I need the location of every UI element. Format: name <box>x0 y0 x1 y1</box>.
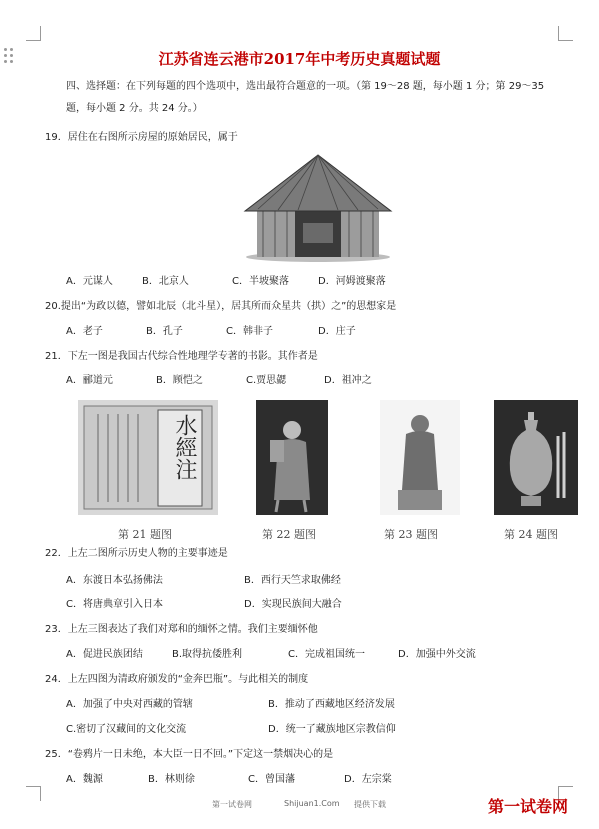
figure-22-figure-image <box>256 400 328 515</box>
q22-option-d: D．实现民族间大融合 <box>244 599 342 610</box>
question-21-stem: 21．下左一图是我国古代综合性地理学专著的书影。其作者是 <box>45 351 318 362</box>
section-intro-line-1: 四、选择题：在下列每题的四个选项中，选出最符合题意的一项。（第 19～28 题，每小题 1 分；第 29～35 <box>66 81 545 92</box>
figure-21-caption: 第 21 题图 <box>118 528 172 541</box>
footer-site-url: Shijuan1.Com <box>284 799 340 808</box>
q19-option-a: A．元谋人 <box>66 276 113 287</box>
q25-option-d: D．左宗棠 <box>344 774 392 785</box>
vase-drawing <box>494 400 578 515</box>
q24-option-a: A．加强了中央对西藏的管辖 <box>66 699 193 710</box>
section-intro-line-2: 题，每小题 2 分。共 24 分。） <box>66 103 203 114</box>
crop-mark-top-left <box>26 26 41 41</box>
q24-option-d: D．统一了藏族地区宗教信仰 <box>268 724 396 735</box>
question-23-stem: 23．上左三图表达了我们对郑和的缅怀之情。我们主要缅怀他 <box>45 624 318 635</box>
figure-23-caption: 第 23 题图 <box>384 528 438 541</box>
figure-24-caption: 第 24 题图 <box>504 528 558 541</box>
crop-mark-top-right <box>558 26 573 41</box>
figure-21-book-image <box>78 400 218 515</box>
brand-watermark: 第一试卷网 <box>488 797 569 816</box>
q21-option-d: D．祖冲之 <box>324 375 372 386</box>
q22-option-b: B．西行天竺求取佛经 <box>244 575 341 586</box>
q23-option-b: B.取得抗倭胜利 <box>172 649 243 660</box>
q22-option-c: C．将唐典章引入日本 <box>66 599 163 610</box>
monk-drawing <box>256 400 328 515</box>
q21-option-b: B．顾恺之 <box>156 375 203 386</box>
question-20-stem: 20.提出“为政以德，譬如北辰（北斗星），居其所而众星共（拱）之”的思想家是 <box>45 301 397 312</box>
q19-option-b: B．北京人 <box>142 276 189 287</box>
q23-option-c: C．完成祖国统一 <box>288 649 365 660</box>
q20-option-b: B．孔子 <box>146 326 183 337</box>
q25-option-b: B．林则徐 <box>148 774 195 785</box>
footer-download-text: 提供下载 <box>354 800 386 809</box>
q19-option-c: C．半坡聚落 <box>232 276 289 287</box>
q24-option-b: B．推动了西藏地区经济发展 <box>268 699 395 710</box>
page-title: 江苏省连云港市2017年中考历史真题试题 <box>158 50 441 68</box>
q22-option-a: A．东渡日本弘扬佛法 <box>66 575 163 586</box>
q23-option-a: A．促进民族团结 <box>66 649 143 660</box>
crop-mark-bottom-left <box>26 786 41 801</box>
question-25-stem: 25．“卷鸦片一日未绝，本大臣一日不回。”下定这一禁烟决心的是 <box>45 749 334 760</box>
question-19-stem: 19．居住在右图所示房屋的原始居民，属于 <box>45 132 238 143</box>
hut-illustration <box>243 153 393 263</box>
question-24-stem: 24．上左四图为清政府颁发的“金奔巴瓶”。与此相关的制度 <box>45 674 309 685</box>
figure-24-vase-image <box>494 400 578 515</box>
q25-option-a: A．魏源 <box>66 774 103 785</box>
q20-option-c: C．韩非子 <box>226 326 273 337</box>
figure-23-statue-image <box>380 400 460 515</box>
book-title-text: 水經注 <box>172 414 197 480</box>
q20-option-d: D．庄子 <box>318 326 356 337</box>
q23-option-d: D．加强中外交流 <box>398 649 476 660</box>
question-22-stem: 22．上左二图所示历史人物的主要事迹是 <box>45 548 228 559</box>
q21-option-a: A．郦道元 <box>66 375 113 386</box>
statue-drawing <box>380 400 460 515</box>
q25-option-c: C．曾国藩 <box>248 774 295 785</box>
footer-site-name: 第一试卷网 <box>212 800 252 809</box>
q21-option-c: C.贾思勰 <box>246 375 287 386</box>
q24-option-c: C.密切了汉藏间的文化交流 <box>66 724 187 735</box>
figure-22-caption: 第 22 题图 <box>262 528 316 541</box>
q19-option-d: D．河姆渡聚落 <box>318 276 386 287</box>
q20-option-a: A．老子 <box>66 326 103 337</box>
